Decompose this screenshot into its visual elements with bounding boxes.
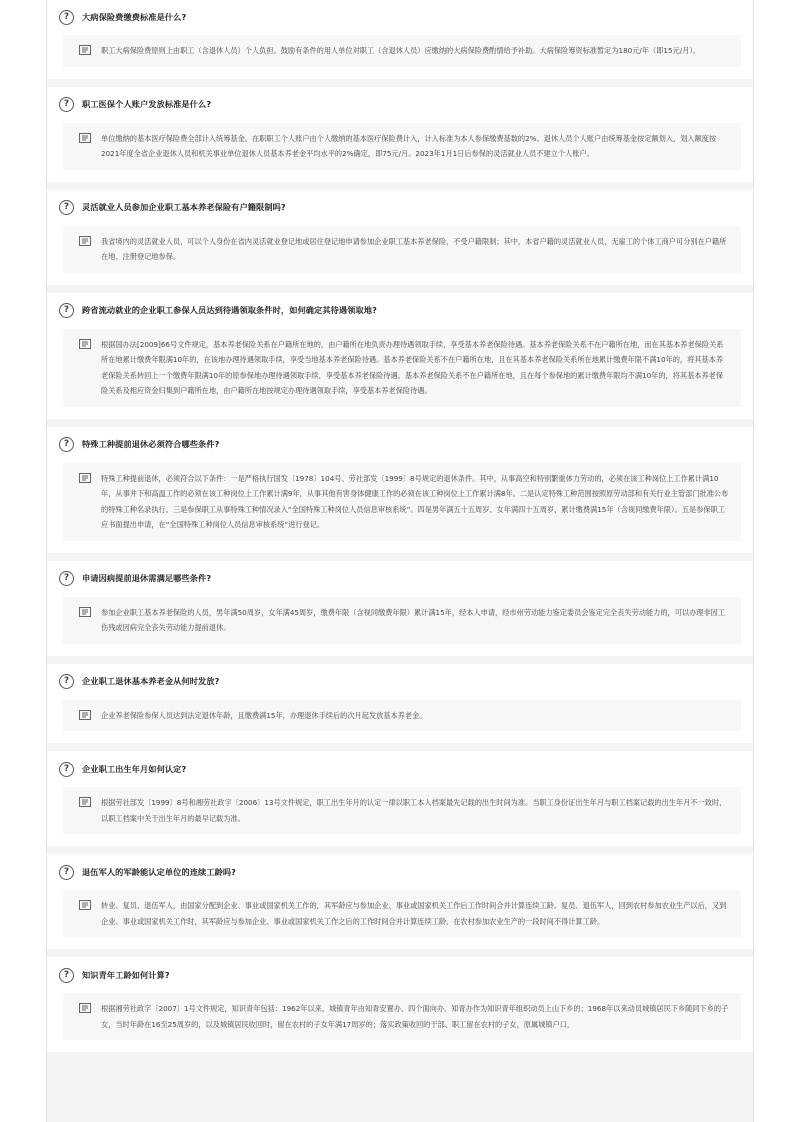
faq-question: 申请因病提前退休需满足哪些条件? <box>82 573 212 583</box>
faq-answer: 参加企业职工基本养老保险的人员，男年满50周岁，女年满45周岁，缴费年限（含视同缴费年限）累计满15年，经本人申请，经市州劳动能力鉴定委员会鉴定完全丧失劳动能力的，可以办理非因工伤残或因病完全丧失劳动能力提前退休。 <box>101 607 726 632</box>
faq-question: 跨省流动就业的企业职工参保人员达到待遇领取条件时，如何确定其待遇领取地? <box>82 305 377 315</box>
faq-item <box>47 0 753 79</box>
faq-answer-box <box>63 463 741 541</box>
faq-answer-box <box>63 787 741 834</box>
faq-item <box>47 561 753 656</box>
faq-answer-box <box>63 226 741 273</box>
faq-question: 退伍军人的军龄能认定单位的连续工龄吗? <box>82 866 237 877</box>
faq-answer: 企业养老保险参保人员达到法定退休年龄，且缴费满15年，办理退休手续后的次月起发放基本养老金。 <box>101 710 427 720</box>
faq-question: 知识青年工龄如何计算? <box>82 969 170 980</box>
question-icon: ? <box>59 865 74 880</box>
faq-answer: 根据劳社部发〔1999〕8号和湘劳社政字〔2006〕13号文件规定，职工出生年月的认定一律以职工本人档案最先记载的出生时间为准。当职工身份证出生年月与职工档案记载的出生年月不一致时，以职工档案中关于出生年月的最早记载为准。 <box>101 798 727 823</box>
faq-answer-box <box>63 993 741 1040</box>
faq-question: 职工医保个人账户发放标准是什么? <box>82 99 212 109</box>
answer-icon <box>79 900 91 910</box>
answer-icon <box>79 236 91 246</box>
faq-answer: 转业、复员、退伍军人，由国家分配到企业、事业或国家机关工作的，其军龄应与参加企业、事业或国家机关工作后工作时间合并计算连续工龄。复员、退伍军人，回到农村参加农业生产以后，又到企业、事业或国家机关工作时，其军龄应与参加企业、事业或国家机关工作之后的工作时间合并计算连续工龄，在农村参加农业生产的一段时间不得计算工龄。 <box>101 901 727 926</box>
faq-item <box>47 751 753 846</box>
faq-question: 特殊工种提前退休必须符合哪些条件? <box>82 439 220 449</box>
question-icon: ? <box>59 968 74 983</box>
faq-item <box>47 293 753 419</box>
faq-answer: 我省境内的灵活就业人员，可以个人身份在省内灵活就业登记地或居住登记地申请参加企业职工基本养老保险，不受户籍限制；其中，本省户籍的灵活就业人员、无雇工的个体工商户可分别在户籍所在地、注册登记地参保。 <box>101 236 727 261</box>
question-icon: ? <box>59 674 74 689</box>
faq-page <box>46 0 754 1122</box>
faq-answer: 根据国办法[2009]66号文件规定，基本养老保险关系在户籍所在地的，由户籍所在地负责办理待遇领取手续，享受基本养老保险待遇。基本养老保险关系不在户籍所在地，而在其基本养老保险关系所在地累计缴费年限满10年的，在该地办理待遇领取手续，享受当地基本养老保险待遇。基本养老保险关系不在户籍所在地，且在其基本养老保险关系所在地累计缴费年限不满10年的，将其基本养老保险关系转回上一个缴费年限满10年的原参保地办理待遇领取手续，享受基本养老保险待遇。基本养老保险关系不在户籍所在地，且在每个参保地的累计缴费年限均不满10年的，将其基本养老保险关系及相应资金归集到户籍所在地，由户籍所在地按规定办理待遇领取手续，享受基本养老保险待遇。 <box>101 339 724 395</box>
faq-question: 大病保险费缴费标准是什么? <box>82 11 187 22</box>
answer-icon <box>79 710 91 720</box>
faq-item <box>47 957 753 1052</box>
faq-question: 企业职工退休基本养老金从何时发放? <box>82 676 220 686</box>
answer-icon <box>79 473 91 483</box>
faq-answer: 单位缴纳的基本医疗保险费全部计入统筹基金。在职职工个人账户由个人缴纳的基本医疗保险费计入，计入标准为本人参保缴费基数的2%。退休人员个人账户由统筹基金按定额划入，划入额度按2021年度全省企业退休人员和机关事业单位退休人员基本养老金平均水平的2%确定，即75元/月。2023年1月1日后参保的灵活就业人员不建立个人账户。 <box>101 133 717 158</box>
faq-item <box>47 190 753 285</box>
answer-icon <box>79 133 91 143</box>
faq-item <box>47 87 753 182</box>
answer-icon <box>79 607 91 617</box>
faq-answer: 根据湘劳社政字〔2007〕1号文件规定，知识青年包括：1962年以来，城镇青年由知青安置办、四个面向办、知青办作为知识青年组织动员上山下乡的；1968年以来动员城镇居民下乡随同下乡的子女，当时年龄在16至25周岁的，以及城镇居民收回时，留在农村的子女年满17周岁的；落实政策收回的干部、职工留在农村的子女，原属城镇户口， <box>101 1004 729 1029</box>
question-icon: ? <box>59 303 74 318</box>
faq-answer-box <box>63 123 741 170</box>
faq-answer: 特殊工种提前退休，必须符合以下条件：一是严格执行国发〔1978〕104号、劳社部发〔1999〕8号规定的退休条件。其中，从事高空和特别繁重体力劳动的，必须在该工种岗位上工作累计满10年，从事井下和高温工作的必须在该工种岗位上工作累计满9年，从事其他有害身体健康工作的必须在该工种岗位上工作累计满8年。二是认定特殊工种范围按照原劳动部和有关行业主管部门批准公布的特殊工种名录执行。三是参保职工从事特殊工种情况录入“全国特殊工种岗位人员信息审核系统”。四是男年满五十五周岁、女年满四十五周岁，累计缴费满15年（含视同缴费年限）。五是参保职工应书面提出申请，在“全国特殊工种岗位人员信息审核系统”进行登记。 <box>101 473 729 529</box>
faq-item <box>47 664 753 744</box>
answer-icon <box>79 797 91 807</box>
faq-answer-box <box>63 890 741 937</box>
faq-question: 企业职工出生年月如何认定? <box>82 763 187 774</box>
question-icon: ? <box>59 10 74 25</box>
faq-answer-box <box>63 597 741 644</box>
question-icon: ? <box>59 762 74 777</box>
answer-icon <box>79 339 91 349</box>
faq-answer: 职工大病保险费原则上由职工（含退休人员）个人负担。鼓励有条件的用人单位对职工（含退休人员）应缴纳的大病保险费酌情给予补助。大病保险筹资标准暂定为180元/年（即15元/月）。 <box>101 46 701 55</box>
faq-answer-box <box>63 329 741 407</box>
faq-answer-box <box>63 700 741 732</box>
question-icon: ? <box>59 571 74 586</box>
faq-answer-box <box>63 35 741 67</box>
question-icon: ? <box>59 200 74 215</box>
question-icon: ? <box>59 437 74 452</box>
answer-icon <box>79 45 91 55</box>
faq-item <box>47 427 753 553</box>
faq-question: 灵活就业人员参加企业职工基本养老保险有户籍限制吗? <box>82 202 286 212</box>
question-icon: ? <box>59 97 74 112</box>
faq-item <box>47 854 753 949</box>
answer-icon <box>79 1003 91 1013</box>
